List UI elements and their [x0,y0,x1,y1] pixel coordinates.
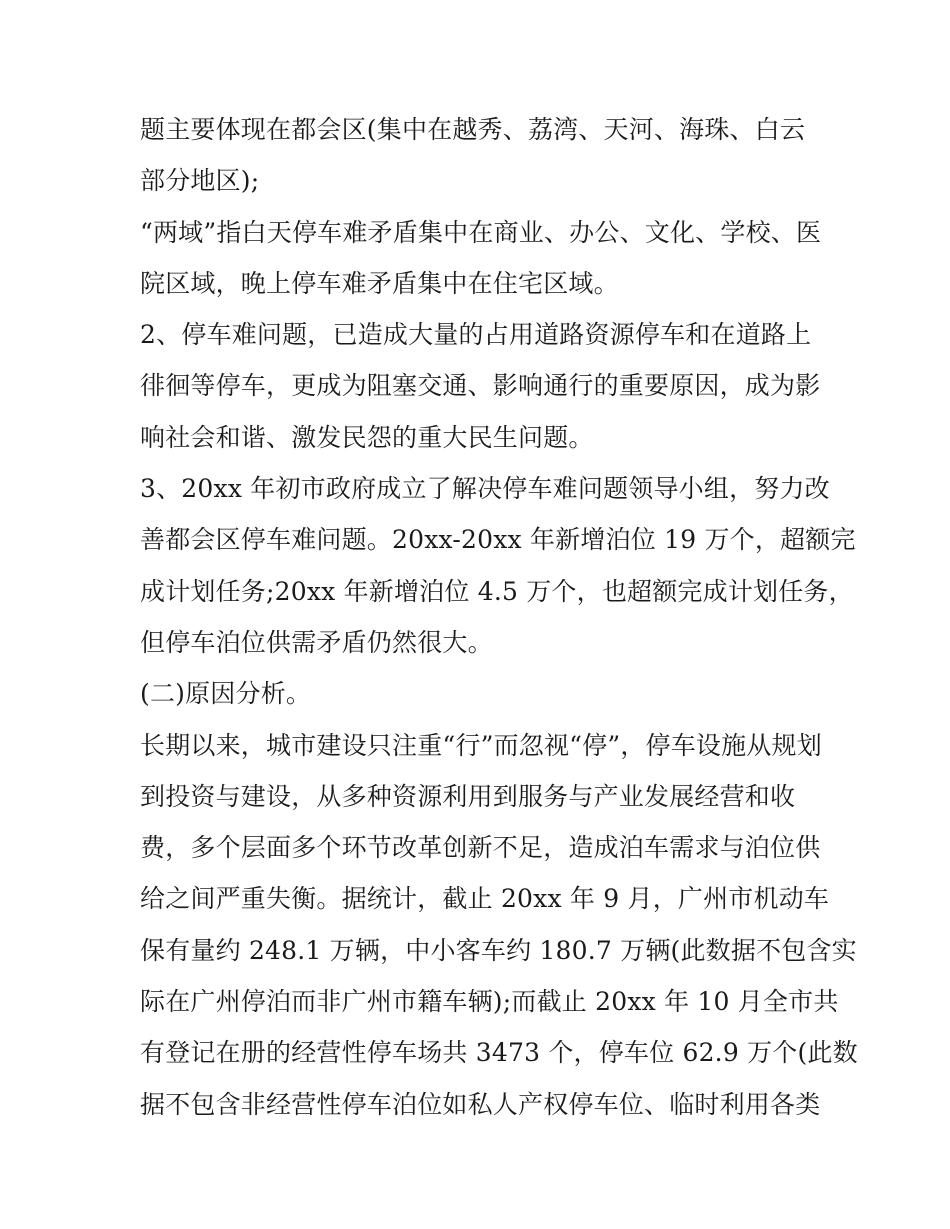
text-line-1: 题主要体现在都会区(集中在越秀、荔湾、天河、海珠、白云 [140,115,806,144]
text-line-5: 2、停车难问题，已造成大量的占用道路资源停车和在道路上 [140,320,812,350]
text-line-19: 有登记在册的经营性停车场共 3473 个，停车位 62.9 万个(此数 [140,1038,858,1068]
section-heading: (二)原因分析。 [140,679,312,709]
text-line-4: 院区域，晚上停车难矛盾集中在住宅区域。 [140,268,619,298]
text-line-10: 成计划任务;20xx 年新增泊位 4.5 万个，也超额完成计划任务， [140,576,854,606]
text-line-2: 部分地区); [140,166,260,196]
text-line-17: 保有量约 248.1 万辆，中小客车约 180.7 万辆(此数据不包含实 [140,935,857,965]
text-line-16: 给之间严重失衡。据统计，截止 20xx 年 9 月，广州市机动车 [140,884,830,914]
text-line-7: 响社会和谐、激发民怨的重大民生问题。 [140,422,594,452]
text-line-6: 徘徊等停车，更成为阻塞交通、影响通行的重要原因，成为影 [140,371,821,401]
document-body [140,104,858,1130]
text-line-8: 3、20xx 年初市政府成立了解决停车难问题领导小组，努力改 [140,474,830,504]
text-line-13: 长期以来，城市建设只注重“行”而忽视“停”，停车设施从规划 [140,730,822,760]
text-line-14: 到投资与建设，从多种资源利用到服务与产业发展经营和收 [140,781,796,811]
text-line-15: 费，多个层面多个环节改革创新不足，造成泊车需求与泊位供 [140,833,821,863]
text-line-3: “两域”指白天停车难矛盾集中在商业、办公、文化、学校、医 [140,217,822,247]
text-line-18: 际在广州停泊而非广州市籍车辆);而截止 20xx 年 10 月全市共 [140,987,839,1017]
text-line-9: 善都会区停车难问题。20xx-20xx 年新增泊位 19 万个，超额完 [140,525,856,555]
text-line-20: 据不包含非经营性停车泊位如私人产权停车位、临时利用各类 [140,1089,821,1119]
text-line-11: 但停车泊位供需矛盾仍然很大。 [140,627,493,657]
